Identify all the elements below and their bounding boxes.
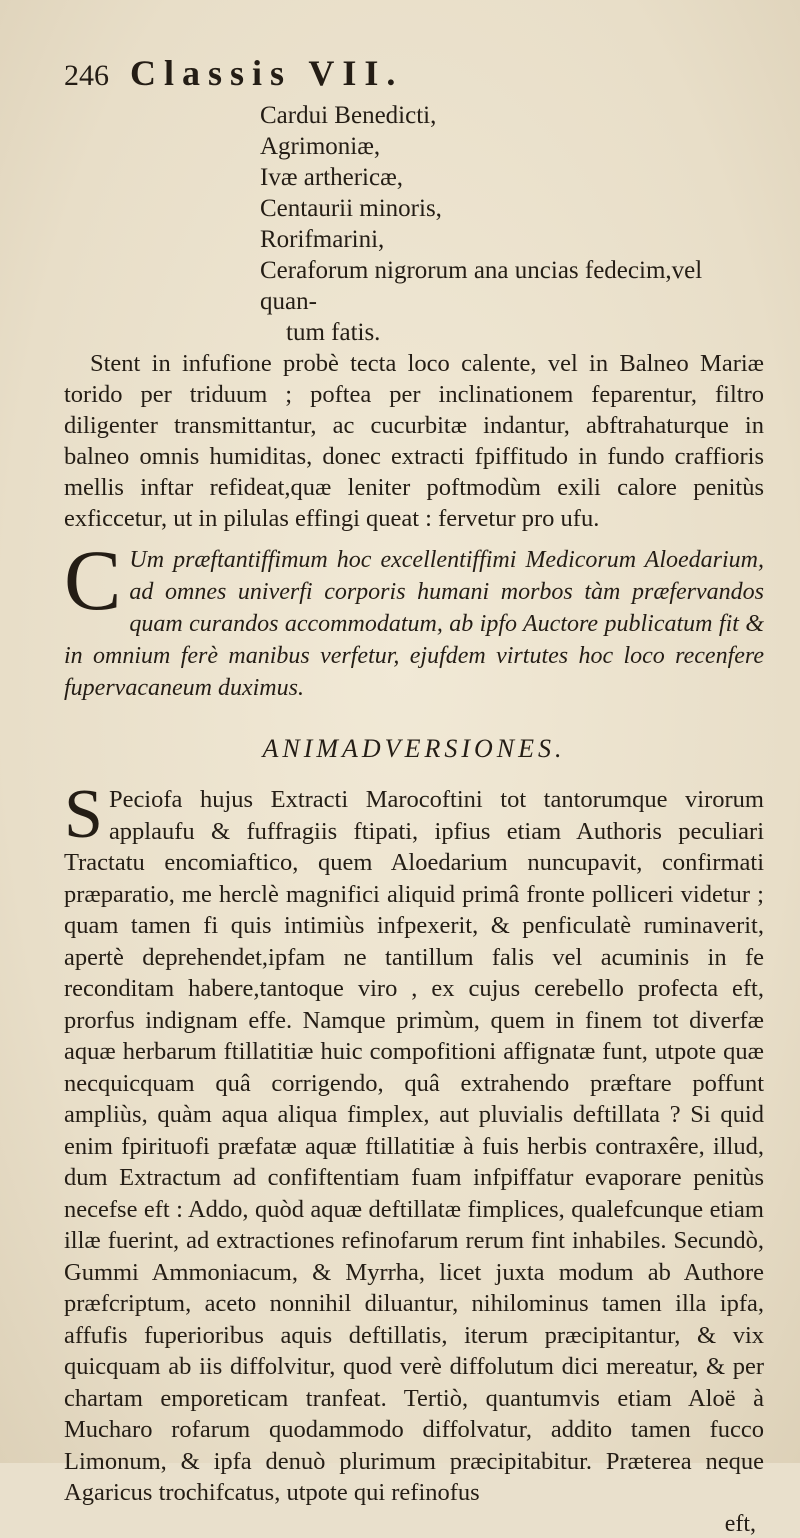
ingredient-item: Ivæ arthericæ,	[260, 164, 404, 191]
ingredient-item: Centaurii minoris,	[260, 195, 442, 222]
animadversiones-dropcap: S	[64, 776, 103, 853]
animadversiones-text: Peciofa hujus Extracti Marocoftini tot tantorumque virorum applaufu & fuffragiis ftipati, ipfius etiam Authoris peculiari Tractatu encomiaftico, quem Aloedarium nuncupavit, confirmati præparatio, me herclè magnifici aliquid primâ fronte polliceri videtur ; quam tamen fi quis intimiùs infpexerit, & penficulatè ruminaverit, apertè deprehendet,ipfam ne tantillum falis vel acuminis in fe reconditam habere,tantoque viro , ex cujus cerebello profectа eft, prorfus indignam effe. Namque primùm, quem in finem tot diverfæ aquæ herbarum ftillatitiæ huic compofitioni affignatæ funt, utpote quæ necquicquam quâ corrigendo, quâ extrahendo præftare poffunt ampliùs, quàm aqua aliqua fimplex, aut pluvialis deftillata ? Si quid enim fpirituofi præfatæ aquæ ftillatitiæ à fuis herbis contraxêre, illud, dum Extractum ad confiftentiam fuam infpiffatur evaporare penitùs necefse eft : Addo, quòd aquæ deftillatæ fimplices, qualefcunque etiam illæ fuerint, ad extractiones refinofarum rerum fint inhabiles. Secundò, Gummi Ammoniacum, & Myrrha, licet juxta modum ab Authore præfcriptum, aceto nonnihil diluantur, nihilominus tamen illa ipfa, affufis fuperioribus aquis deftillatis, iterum præcipitantur, & vix quicquam ab iis diffolvitur, quod verè diffolutum dici mereatur, & per chartam emporeticam tranfeat. Tertiò, quantumvis etiam Aloë à Mucharo rofarum quodammodo diffolvatur, addito tamen fucco Limonum, & ipfa denuò plurimum præcipitabitur. Præterea neque Agaricus trochifcatus, utpote qui refinofus	[64, 786, 764, 1506]
note-dropcap: C	[64, 532, 122, 628]
ingredient-item: Agrimoniæ,	[260, 133, 381, 160]
section-title: ANIMADVERSIONES.	[262, 734, 566, 763]
page-header	[64, 52, 764, 100]
ingredient-item: tum fatis.	[286, 319, 381, 346]
running-head: Classis VII.	[130, 53, 404, 93]
note-paragraph	[64, 532, 764, 704]
ingredient-item: Rorifmarini,	[260, 226, 385, 253]
ingredient-item: Cardui Benedicti,	[260, 102, 437, 129]
note-text: Um præftantiffimum hoc excellentiffimi Medicorum Aloedarium, ad omnes univerfi corporis humani morbos tàm præfervandos quam curandos accommodatum, ab ipfo Auctore publicatum fit & in omnium ferè manibus verfetur, ejufdem virtutes hoc loco recenfere fupervacaneum duximus.	[64, 547, 764, 701]
animadversiones-paragraph	[64, 776, 764, 1509]
catchword: eft,	[724, 1510, 756, 1537]
instructions-paragraph: Stent in infufione probè tecta loco calente, vel in Balneo Mariæ torido per triduum ; poftea per inclinationem feparentur, filtro diligenter transmittantur, ac cucurbitæ indantur, abftrahaturque in balneo omnis humiditas, donec extracti fpiffitudo in fundo craffioris mellis inftar refideat,quæ leniter poftmodùm exili calore penitùs exficcetur, ut in pilulas effingi queat : fervetur pro ufu.	[64, 350, 764, 532]
ingredient-list	[260, 100, 764, 348]
page-number: 246	[64, 59, 109, 92]
ingredient-item: Ceraforum nigrorum ana uncias fedecim,vel quan-	[260, 257, 703, 315]
